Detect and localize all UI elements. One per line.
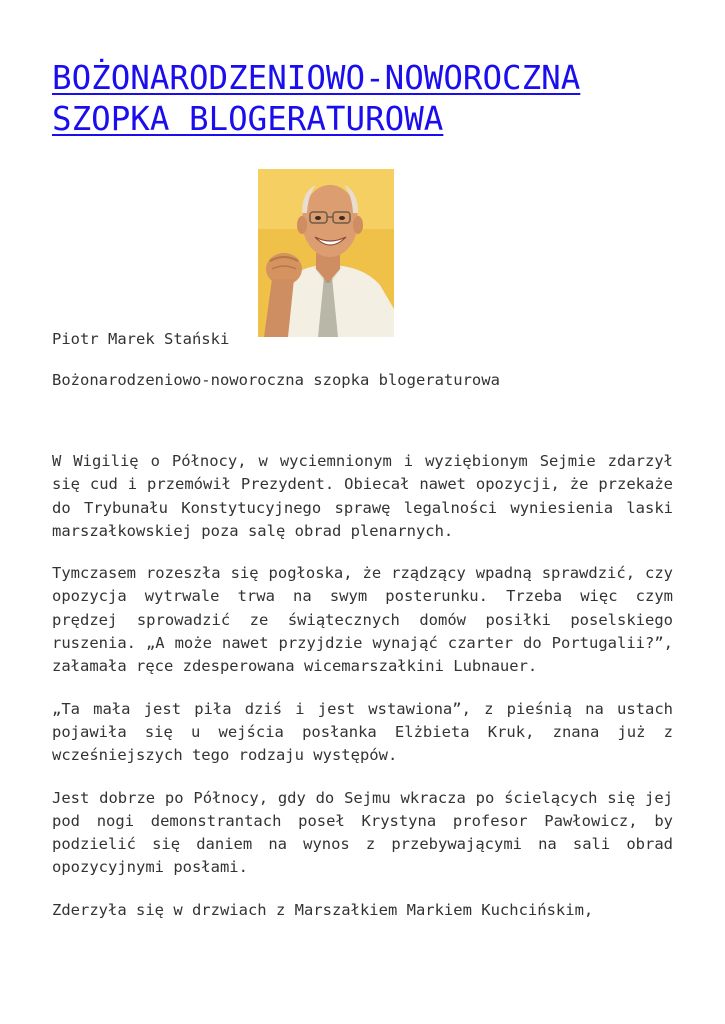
paragraph: Zderzyła się w drzwiach z Marszałkiem Markiem Kuchcińskim, (52, 900, 594, 919)
article-body (52, 450, 673, 941)
author-photo (258, 169, 394, 337)
article-title (52, 58, 673, 140)
author-name: Piotr Marek Stański (52, 330, 230, 348)
article (52, 58, 673, 919)
paragraph: „Ta mała jest piła dziś i jest wstawiona”, z pieśnią na ustach pojawiła się u wejścia posłanka Elżbieta Kruk, znana już z wcześniejszych tego rodzaju występów. (52, 699, 673, 765)
paragraph: Jest dobrze po Północy, gdy do Sejmu wkracza po ścielących się jej pod nogi demonstrantach poseł Krystyna profesor Pawłowicz, by podzielić się daniem na wynos z przebywającymi na sali obrad opozycyjnymi posłami. (52, 788, 673, 877)
article-subtitle: Bożonarodzeniowo-noworoczna szopka blogeraturowa (52, 371, 500, 389)
paragraph: W Wigilię o Północy, w wyciemnionym i wyziębionym Sejmie zdarzył się cud i przemówił Prezydent. Obiecał nawet opozycji, że przekaże do Trybunału Konstytucyjnego sprawę legalności wyniesienia laski marszałkowskiej poza salę obrad plenarnych. (52, 452, 673, 540)
paragraph: Tymczasem rozeszła się pogłoska, że rządzący wpadną sprawdzić, czy opozycja wytrwale trwa na swym posterunku. Trzeba więc czym prędzej sprowadzić ze świątecznych domów posiłki poselskiego ruszenia. „A może nawet przyjdzie wynająć czarter do Portugalii?”, załamała ręce zdesperowana wicemarszałkini Lubnauer. (52, 564, 673, 676)
article-title-link[interactable]: BOŻONARODZENIOWO-NOWOROCZNA SZOPKA BLOGERATUROWA (52, 59, 581, 138)
author-portrait-photo-icon (258, 169, 394, 337)
